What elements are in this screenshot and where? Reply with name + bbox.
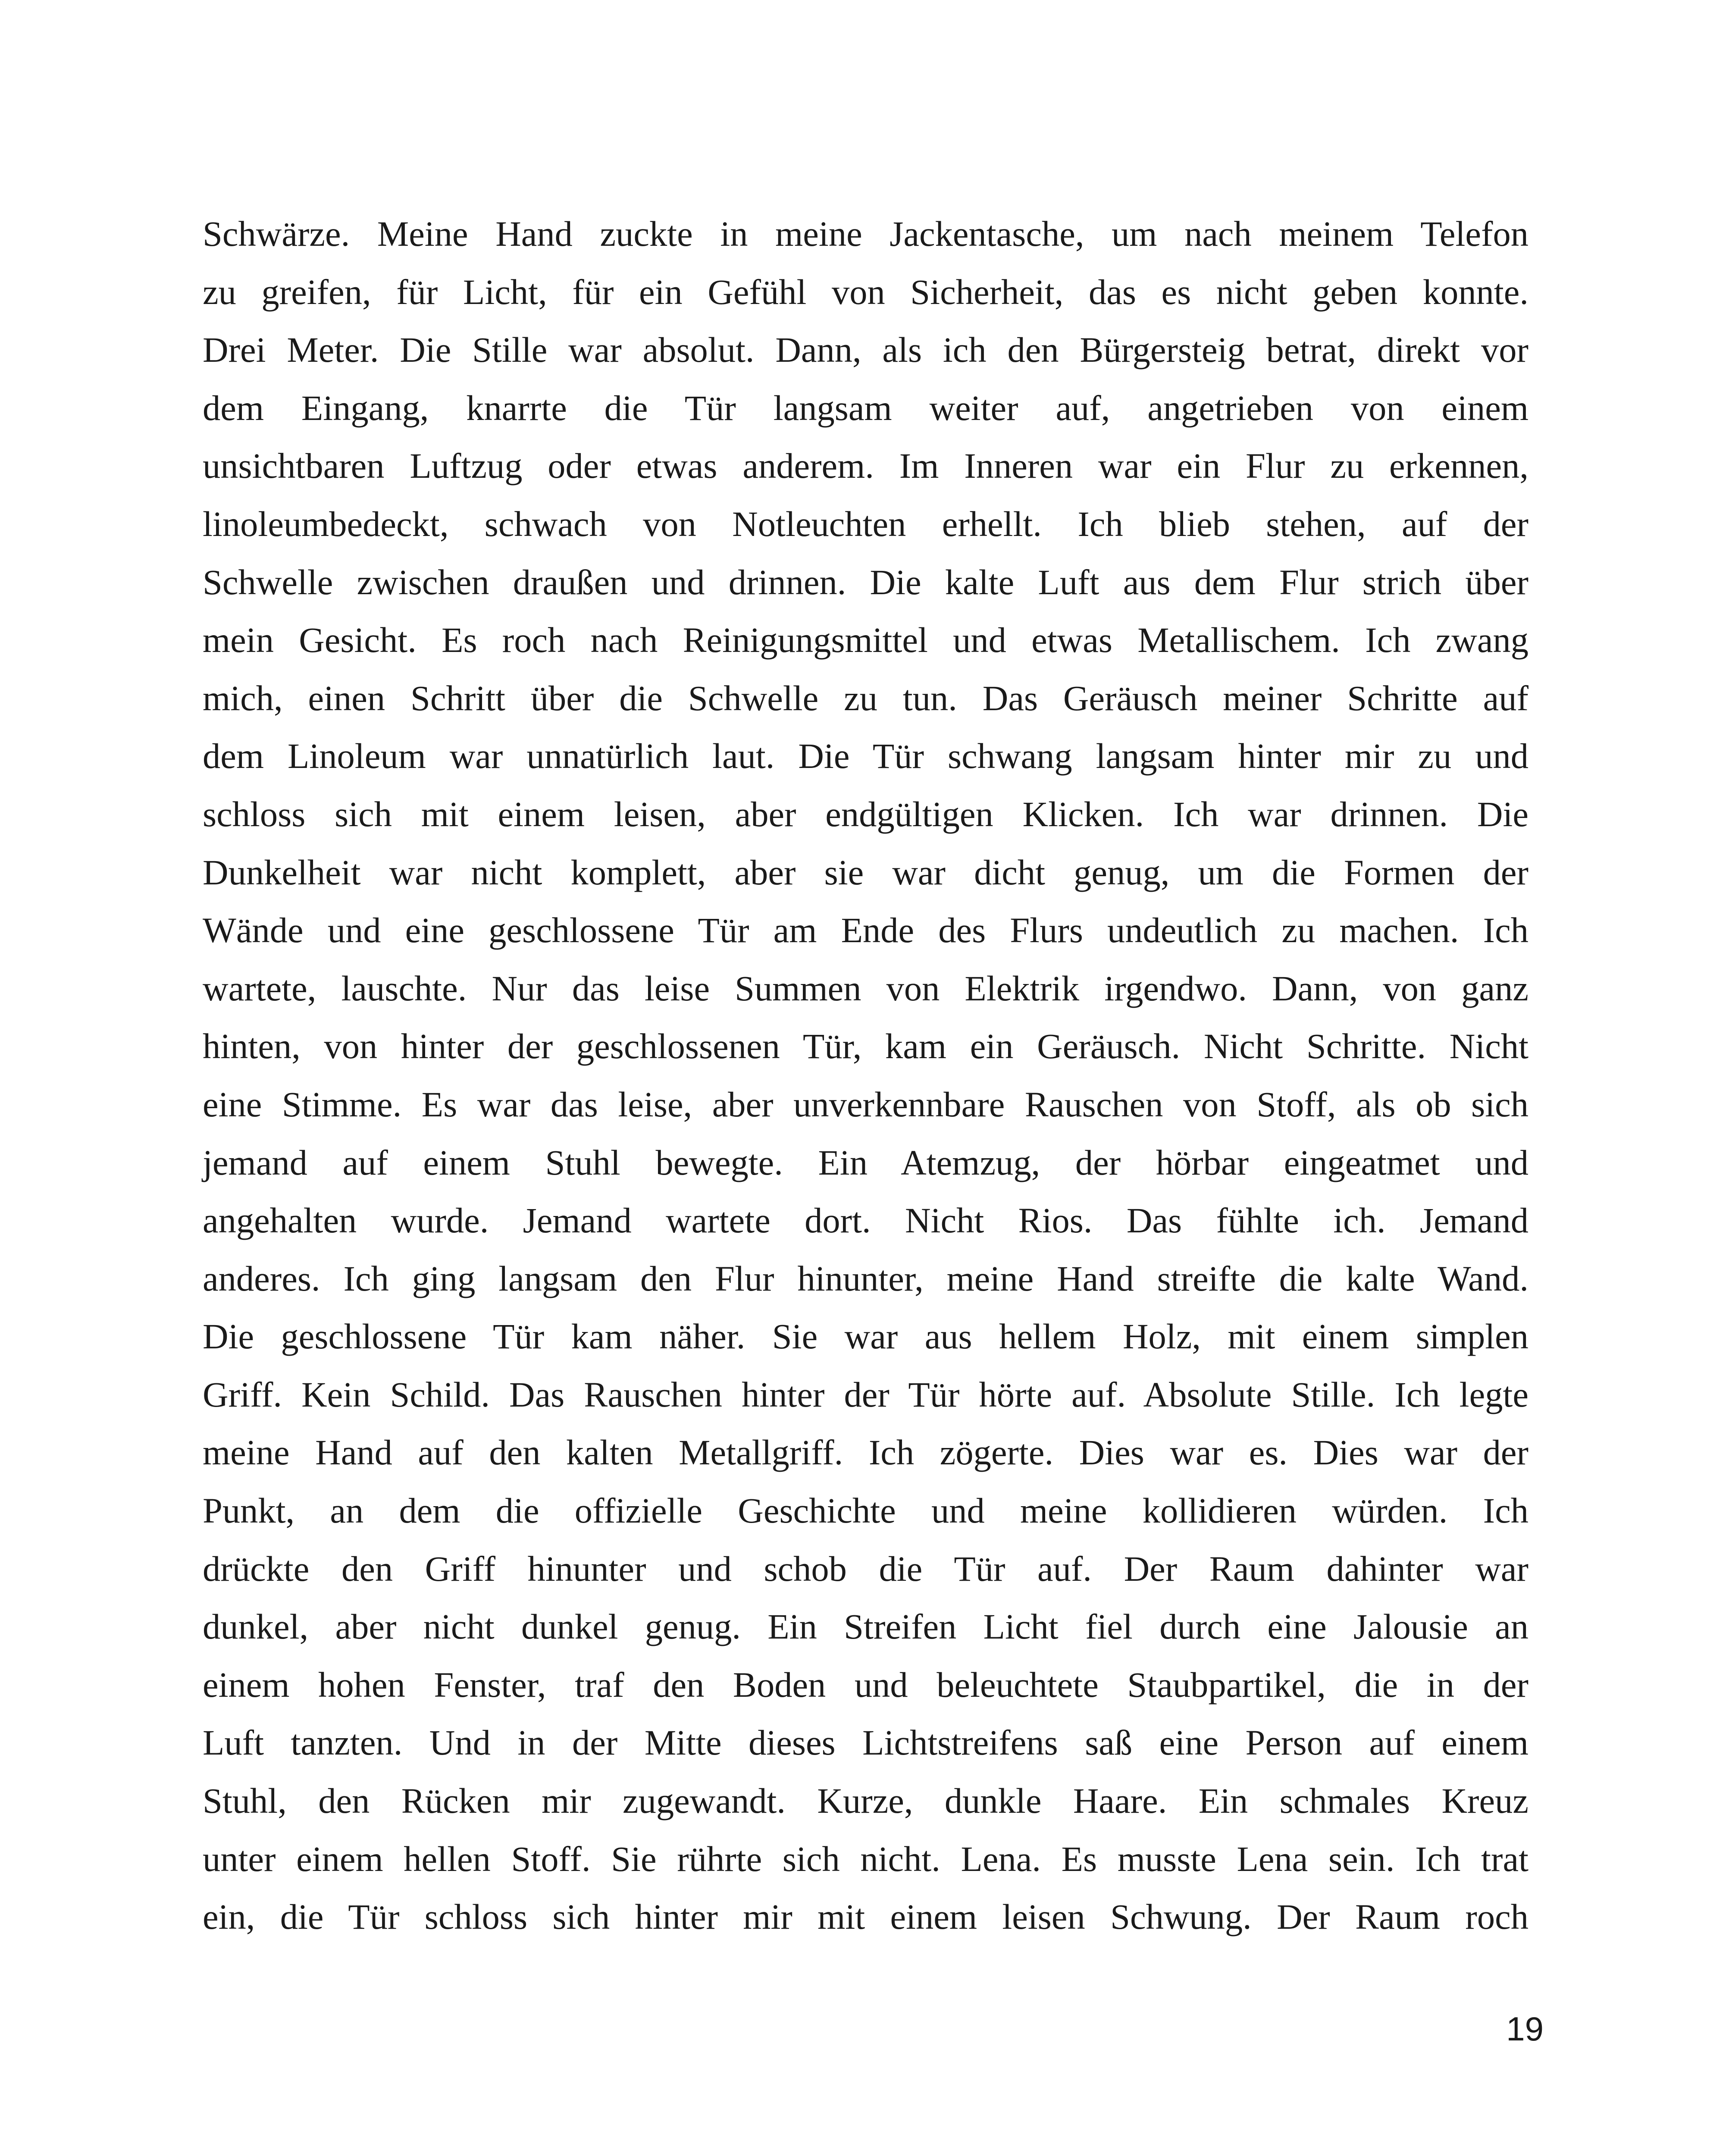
text-line: Schwelle zwischen draußen und drinnen. Die kalte Luft aus dem Flur strich über (203, 562, 1528, 602)
text-line: eine Stimme. Es war das leise, aber unverkennbare Rauschen von Stoff, als ob sich (203, 1084, 1528, 1124)
text-line: Wände und eine geschlossene Tür am Ende des Flurs undeutlich zu machen. Ich (203, 910, 1528, 950)
text-line: jemand auf einem Stuhl bewegte. Ein Atemzug, der hörbar eingeatmet und (203, 1142, 1528, 1182)
text-line: meine Hand auf den kalten Metallgriff. Ich zögerte. Dies war es. Dies war der (203, 1432, 1528, 1473)
text-line: unter einem hellen Stoff. Sie rührte sich nicht. Lena. Es musste Lena sein. Ich trat (203, 1839, 1528, 1879)
text-line: dem Eingang, knarrte die Tür langsam weiter auf, angetrieben von einem (203, 388, 1528, 428)
text-line: drückte den Griff hinunter und schob die Tür auf. Der Raum dahinter war (203, 1548, 1528, 1589)
text-line: Punkt, an dem die offizielle Geschichte und meine kollidieren würden. Ich (203, 1491, 1528, 1531)
text-line: hinten, von hinter der geschlossenen Tür, kam ein Geräusch. Nicht Schritte. Nicht (203, 1026, 1528, 1066)
text-line: wartete, lauschte. Nur das leise Summen von Elektrik irgendwo. Dann, von ganz (203, 968, 1528, 1008)
text-line: unsichtbaren Luftzug oder etwas anderem. Im Inneren war ein Flur zu erkennen, (203, 446, 1528, 486)
text-line: dem Linoleum war unnatürlich laut. Die Tür schwang langsam hinter mir zu und (203, 736, 1528, 776)
text-line: Dunkelheit war nicht komplett, aber sie war dicht genug, um die Formen der (203, 852, 1528, 892)
text-line: zu greifen, für Licht, für ein Gefühl von Sicherheit, das es nicht geben konnte. (203, 272, 1528, 312)
body-text (203, 205, 1528, 1946)
text-line: Griff. Kein Schild. Das Rauschen hinter der Tür hörte auf. Absolute Stille. Ich legte (203, 1374, 1528, 1414)
text-line: linoleumbedeckt, schwach von Notleuchten erhellt. Ich blieb stehen, auf der (203, 504, 1528, 544)
text-line: Schwärze. Meine Hand zuckte in meine Jackentasche, um nach meinem Telefon (203, 214, 1528, 254)
text-line: Stuhl, den Rücken mir zugewandt. Kurze, dunkle Haare. Ein schmales Kreuz (203, 1781, 1528, 1821)
text-line: einem hohen Fenster, traf den Boden und beleuchtete Staubpartikel, die in der (203, 1664, 1528, 1705)
text-line: angehalten wurde. Jemand wartete dort. Nicht Rios. Das fühlte ich. Jemand (203, 1200, 1528, 1241)
text-line: ein, die Tür schloss sich hinter mir mit einem leisen Schwung. Der Raum roch (203, 1897, 1528, 1937)
text-line: mich, einen Schritt über die Schwelle zu tun. Das Geräusch meiner Schritte auf (203, 678, 1528, 718)
page-number: 19 (1506, 2010, 1544, 2048)
text-line: schloss sich mit einem leisen, aber endgültigen Klicken. Ich war drinnen. Die (203, 794, 1528, 834)
text-line: mein Gesicht. Es roch nach Reinigungsmittel und etwas Metallischem. Ich zwang (203, 620, 1528, 660)
text-line: Die geschlossene Tür kam näher. Sie war aus hellem Holz, mit einem simplen (203, 1316, 1528, 1357)
text-line: anderes. Ich ging langsam den Flur hinunter, meine Hand streifte die kalte Wand. (203, 1258, 1528, 1298)
text-line: Drei Meter. Die Stille war absolut. Dann, als ich den Bürgersteig betrat, direkt vor (203, 330, 1528, 370)
text-line: dunkel, aber nicht dunkel genug. Ein Streifen Licht fiel durch eine Jalousie an (203, 1607, 1528, 1647)
text-line: Luft tanzten. Und in der Mitte dieses Lichtstreifens saß eine Person auf einem (203, 1723, 1528, 1763)
